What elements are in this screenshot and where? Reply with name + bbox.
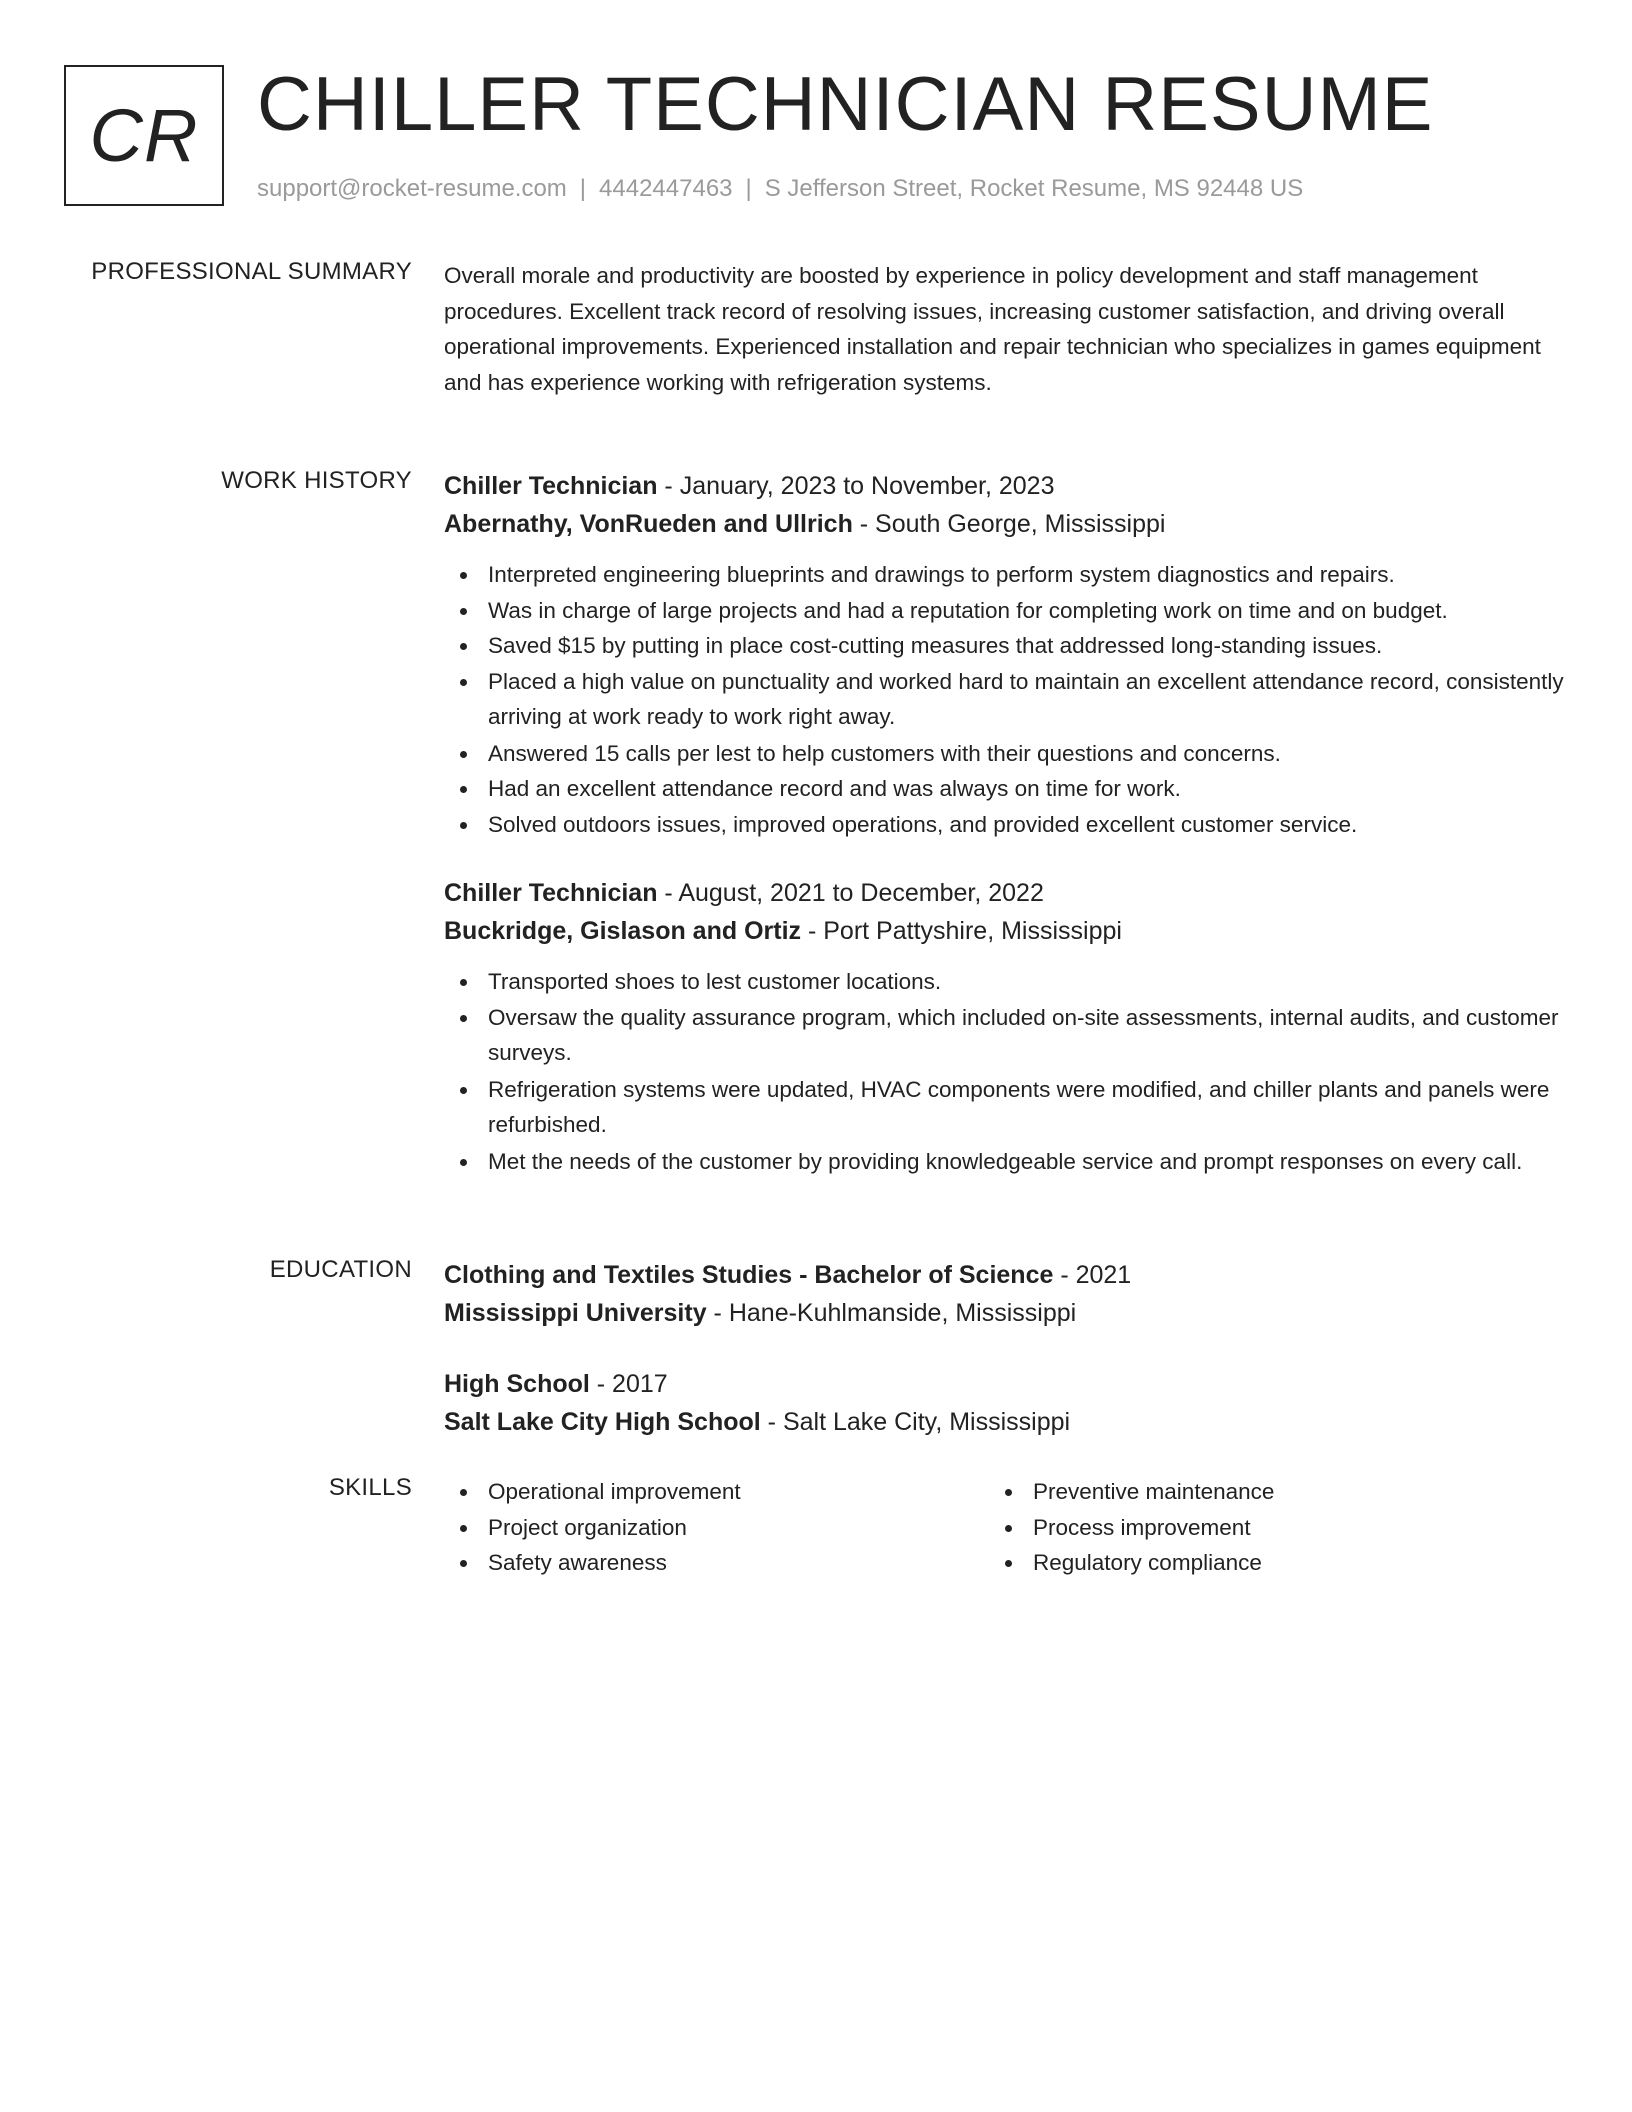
education-entry [444,1256,1564,1332]
job-company: Buckridge, Gislason and Ortiz [444,917,802,945]
job-bullet: Solved outdoors issues, improved operations, and provided excellent customer service. [444,807,1564,843]
job-bullet: Met the needs of the customer by providing knowledgeable service and prompt responses on every call. [444,1144,1564,1180]
skill-item: Process improvement [989,1510,1534,1546]
education-degree-line [444,1365,1564,1403]
contact-email: support@rocket-resume.com [257,175,567,202]
resume-header [64,62,1584,210]
job-bullet: Refrigeration systems were updated, HVAC components were modified, and chiller plants and panels were refurbished. [444,1072,1564,1143]
education-degree: High School [444,1370,590,1398]
education-year: - 2017 [589,1370,668,1398]
job-entry [444,874,1564,1179]
resume-title: CHILLER TECHNICIAN RESUME [257,62,1434,147]
education-year: - 2021 [1053,1261,1132,1289]
job-bullets [444,964,1564,1179]
job-company-line [444,505,1564,543]
job-title-line [444,874,1564,912]
job-bullet: Transported shoes to lest customer locations. [444,964,1564,1000]
job-bullet: Placed a high value on punctuality and worked hard to maintain an excellent attendance record, consistently arriving at work ready to work right away. [444,664,1564,735]
job-bullet: Interpreted engineering blueprints and drawings to perform system diagnostics and repairs. [444,557,1564,593]
education-degree: Clothing and Textiles Studies - Bachelor of Science [444,1261,1054,1289]
education-school-line [444,1403,1564,1441]
summary-text: Overall morale and productivity are boosted by experience in policy development and staff management procedures. Excellent track record of resolving issues, increasing customer satisfaction, and driving overall operational improvements. Experienced installation and repair technician who specializes in games equipment and has experience working with refrigeration systems. [444,263,1541,395]
job-dates: - January, 2023 to November, 2023 [657,472,1055,500]
monogram-logo: CR [64,65,224,206]
job-bullet: Was in charge of large projects and had a reputation for completing work on time and on budget. [444,593,1564,629]
job-title: Chiller Technician [444,472,658,500]
skills-column-left [444,1474,989,1581]
education-school: Salt Lake City High School [444,1408,761,1436]
job-company-line [444,912,1564,950]
job-location: - South George, Mississippi [852,510,1166,538]
education-school-line [444,1294,1564,1332]
section-label-skills: SKILLS [328,1474,412,1501]
skill-item: Project organization [444,1510,989,1546]
education-location: - Salt Lake City, Mississippi [760,1408,1071,1436]
skill-item: Regulatory compliance [989,1545,1534,1581]
job-title-line [444,467,1564,505]
job-location: - Port Pattyshire, Mississippi [801,917,1122,945]
job-company: Abernathy, VonRueden and Ullrich [444,510,853,538]
section-label-summary: PROFESSIONAL SUMMARY [91,258,412,285]
skill-item: Operational improvement [444,1474,989,1510]
skills-body [444,1474,1564,1581]
job-bullet: Answered 15 calls per lest to help customers with their questions and concerns. [444,736,1564,772]
skill-item: Preventive maintenance [989,1474,1534,1510]
job-entry [444,467,1564,842]
section-label-work-history: WORK HISTORY [221,467,412,494]
job-bullets [444,557,1564,842]
skill-item: Safety awareness [444,1545,989,1581]
education-entry [444,1365,1564,1441]
skills-column-right [989,1474,1534,1581]
work-history-body [444,467,1564,1180]
contact-separator: | [579,175,587,202]
education-location: - Hane-Kuhlmanside, Mississippi [706,1299,1077,1327]
education-school: Mississippi University [444,1299,707,1327]
skills-columns [444,1474,1564,1581]
summary-body [444,258,1564,400]
section-label-education: EDUCATION [269,1256,412,1283]
job-title: Chiller Technician [444,879,658,907]
job-dates: - August, 2021 to December, 2022 [657,879,1044,907]
job-bullet: Oversaw the quality assurance program, which included on-site assessments, internal audits, and customer surveys. [444,1000,1564,1071]
contact-line [257,175,1303,203]
education-body [444,1256,1564,1441]
contact-address: S Jefferson Street, Rocket Resume, MS 92448 US [764,175,1304,202]
contact-phone: 4442447463 [599,175,733,202]
contact-separator: | [745,175,752,202]
education-degree-line [444,1256,1564,1294]
job-bullet: Saved $15 by putting in place cost-cutting measures that addressed long-standing issues. [444,628,1564,664]
job-bullet: Had an excellent attendance record and was always on time for work. [444,771,1564,807]
